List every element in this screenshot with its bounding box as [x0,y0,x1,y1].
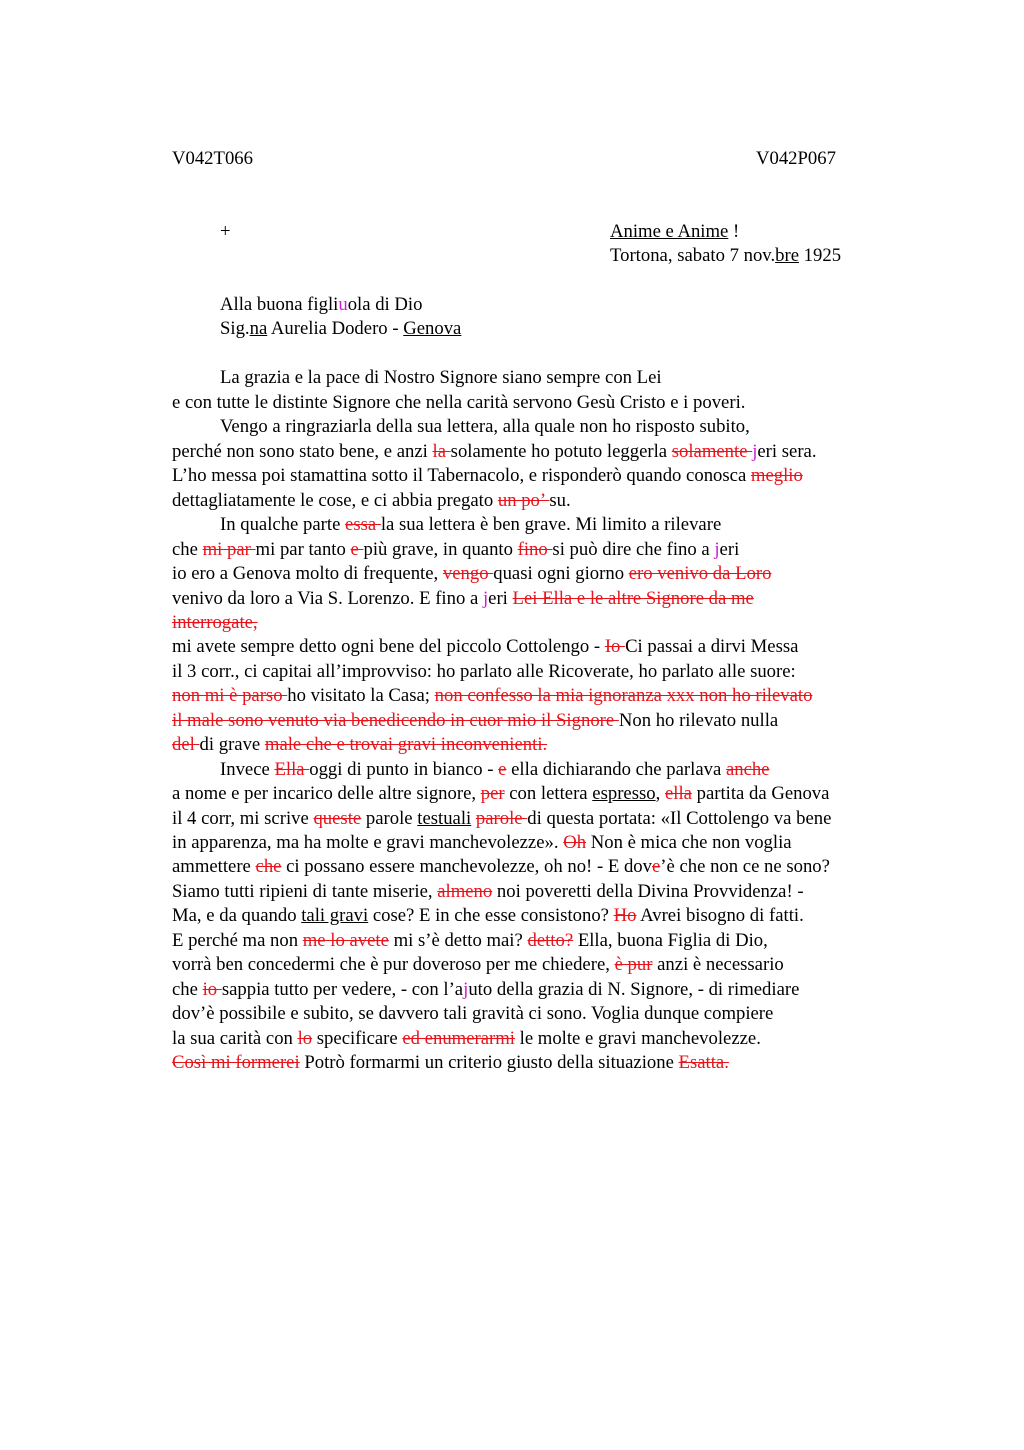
address-line-2-pre: Sig. [220,318,250,339]
segment-deletion: non mi è parso [172,685,288,706]
segment-text: E perché ma non [172,930,303,951]
segment-deletion: Così mi formerei [172,1052,300,1073]
segment-deletion: e [498,759,507,780]
segment-deletion: fino [517,539,553,560]
segment-text: Non è mica che non voglia [586,832,792,853]
body-line [172,904,804,928]
segment-deletion: Lei Ella e le altre Signore da me [512,588,754,609]
segment-deletion: mi par [202,539,256,560]
body-line: dov’è possibile e subito, se davvero tali gravità ci sono. Voglia dunque compiere [172,1003,774,1024]
body-line [172,635,798,659]
segment-deletion: per [480,783,505,804]
segment-text: quasi ogni giorno [493,563,629,584]
segment-text: Avrei bisogno di fatti. [636,905,804,926]
segment-deletion: e [350,539,364,560]
segment-text: perché non sono stato bene, e anzi [172,441,433,462]
body-line [172,807,831,831]
segment-text: di grave [199,734,265,755]
segment-text: venivo da loro a Via S. Lorenzo. E fino a [172,588,483,609]
segment-text: Invece [220,759,275,780]
segment-deletion: non confesso la mia ignoranza xxx non ho rilevato [434,685,813,706]
body-line [172,489,571,513]
segment-deletion: ero venivo da Loro [628,563,772,584]
segment-text: ho visitato la Casa; [287,685,435,706]
segment-insertion: j [752,441,758,462]
body-line [220,513,721,537]
body-line [172,953,784,977]
body-line [172,855,830,879]
segment-text: vorrà ben concedermi che è pur doveroso per me chiedere, [172,954,615,975]
body-line [172,1027,761,1051]
body-line: La grazia e la pace di Nostro Signore siano sempre con Lei [220,367,662,388]
segment-deletion: vengo [442,563,494,584]
segment-text: ’è che non ce ne sono? [660,856,830,877]
segment-text: eri [488,588,513,609]
segment-text: ammettere [172,856,256,877]
segment-text: che [172,539,203,560]
segment-deletion: parole [475,808,528,829]
segment-text: la sua carità con [172,1028,298,1049]
segment-deletion: Esatta. [678,1052,729,1073]
segment-deletion: Oh [563,832,587,853]
segment-text: più grave, in quanto [363,539,518,560]
segment-text: Siamo tutti ripieni di tante miserie, [172,881,438,902]
body-line: Vengo a ringraziarla della sua lettera, alla quale non ho risposto subito, [220,416,750,437]
segment-text: noi poveretti della Divina Provvidenza! - [492,881,804,902]
body-line [172,709,778,733]
segment-text: eri sera. [757,441,817,462]
segment-deletion: Ho [613,905,637,926]
segment-text: specificare [312,1028,403,1049]
segment-text: mi avete sempre detto ogni bene del piccolo Cottolengo - [172,636,605,657]
segment-text: sappia tutto per vedere, - con l’a [221,979,464,1000]
segment-deletion: il male sono venuto via benedicendo in cuor mio il Signore [172,710,619,731]
address-line-2-mid: Aurelia Dodero - [267,318,404,339]
segment-deletion: anche [725,759,770,780]
segment-deletion: che [255,856,282,877]
segment-text: eri [719,539,740,560]
segment-deletion: del [172,734,200,755]
segment-text: Ella, buona Figlia di Dio, [573,930,768,951]
body-line: e con tutte le distinte Signore che nella carità servono Gesù Cristo e i poveri. [172,392,746,413]
segment-underlined: testuali [417,808,472,829]
segment-deletion: Ella [274,759,310,780]
segment-text: la sua lettera è ben grave. Mi limito a rilevare [380,514,722,535]
segment-text: in apparenza, ma ha molte e gravi manchevolezze». [172,832,564,853]
address-line-1-insertion: u [338,294,348,315]
body-line [172,587,754,611]
segment-text: Non ho rilevato nulla [618,710,779,731]
segment-deletion: è pur [614,954,653,975]
segment-deletion: almeno [437,881,493,902]
segment-text: uto della grazia di N. Signore, - di rimediare [468,979,800,1000]
segment-text: Ma, e da quando [172,905,302,926]
body-line [172,538,739,562]
segment-text: il 4 corr, mi scrive [172,808,314,829]
segment-text: con lettera [504,783,593,804]
segment-text: In qualche parte [220,514,346,535]
place-date-sup: bre [775,245,799,266]
segment-text: a nome e per incarico delle altre signore, [172,783,481,804]
body-line [220,758,770,782]
segment-insertion: j [714,539,720,560]
header-left-code: V042T066 [172,148,253,169]
segment-text: anzi è necessario [652,954,784,975]
body-line [172,611,258,635]
segment-deletion: ella [664,783,692,804]
body-line [172,782,829,806]
body-line [172,440,817,464]
segment-text: mi s’è detto mai? [388,930,528,951]
place-date-pre: Tortona, sabato 7 nov. [610,245,776,266]
address-line-1-pre: Alla buona figli [220,294,339,315]
segment-text: parole [361,808,418,829]
segment-text: Potrò formarmi un criterio giusto della situazione [299,1052,679,1073]
motto-tail: ! [728,221,740,242]
segment-underlined: tali gravi [301,905,369,926]
segment-deletion: essa [345,514,381,535]
place-date [610,244,841,268]
body-line [172,1051,729,1075]
segment-text: oggi di punto in bianco - [309,759,499,780]
segment-deletion: Io [604,636,626,657]
body-line [172,831,792,855]
segment-text: Ci passai a dirvi Messa [625,636,799,657]
segment-insertion: j [463,979,469,1000]
segment-deletion: detto? [527,930,574,951]
segment-text: io ero a Genova molto di frequente, [172,563,443,584]
segment-text: dettagliatamente le cose, e ci abbia pregato [172,490,498,511]
segment-text: cose? E in che esse consistono? [368,905,614,926]
address-line-1-post: ola di Dio [347,294,423,315]
body-line: il 3 corr., ci capitai all’improvviso: ho parlato alle Ricoverate, ho parlato alle suore: [172,661,796,682]
segment-deletion: ed enumerarmi [402,1028,515,1049]
segment-deletion: io [202,979,222,1000]
body-line [172,733,547,757]
segment-text: di questa portata: «Il Cottolengo va bene [527,808,832,829]
segment-text: , [655,783,665,804]
address-line-2-abbr: na [249,318,268,339]
body-line [172,562,771,586]
segment-text: su. [549,490,571,511]
segment-deletion: male che e trovai gravi inconvenienti. [264,734,548,755]
segment-deletion: e [651,856,661,877]
segment-text: partita da Genova [691,783,830,804]
body-line [172,978,799,1002]
segment-deletion: me lo avete [302,930,389,951]
segment-text: mi par tanto [255,539,351,560]
segment-deletion: lo [297,1028,313,1049]
segment-text: si può dire che fino a [552,539,715,560]
motto [610,220,739,244]
segment-text: le molte e gravi manchevolezze. [514,1028,761,1049]
address-line-1 [220,293,422,317]
segment-text: che [172,979,203,1000]
segment-text: ci possano essere manchevolezze, oh no! - E dov [281,856,652,877]
body-line [172,464,803,488]
segment-underlined: espresso [592,783,656,804]
cross-mark: + [220,221,231,242]
body-line [172,684,812,708]
segment-text: L’ho messa poi stamattina sotto il Tabernacolo, e risponderò quando conosca [172,465,751,486]
segment-insertion: j [482,588,489,609]
motto-text: Anime e Anime [610,221,729,242]
segment-text: solamente ho potuto leggerla [450,441,672,462]
segment-deletion: interrogate, [172,612,258,633]
place-date-post: 1925 [799,245,842,266]
segment-deletion: un po’ [497,490,550,511]
header-right-code: V042P067 [756,148,836,169]
segment-deletion: meglio [750,465,803,486]
segment-deletion: solamente [671,441,753,462]
body-line [172,929,768,953]
segment-deletion: la [432,441,451,462]
address-line-2 [220,317,461,341]
body-line [172,880,804,904]
segment-deletion: queste [313,808,362,829]
segment-text: ella dichiarando che parlava [506,759,726,780]
address-line-2-city: Genova [403,318,462,339]
